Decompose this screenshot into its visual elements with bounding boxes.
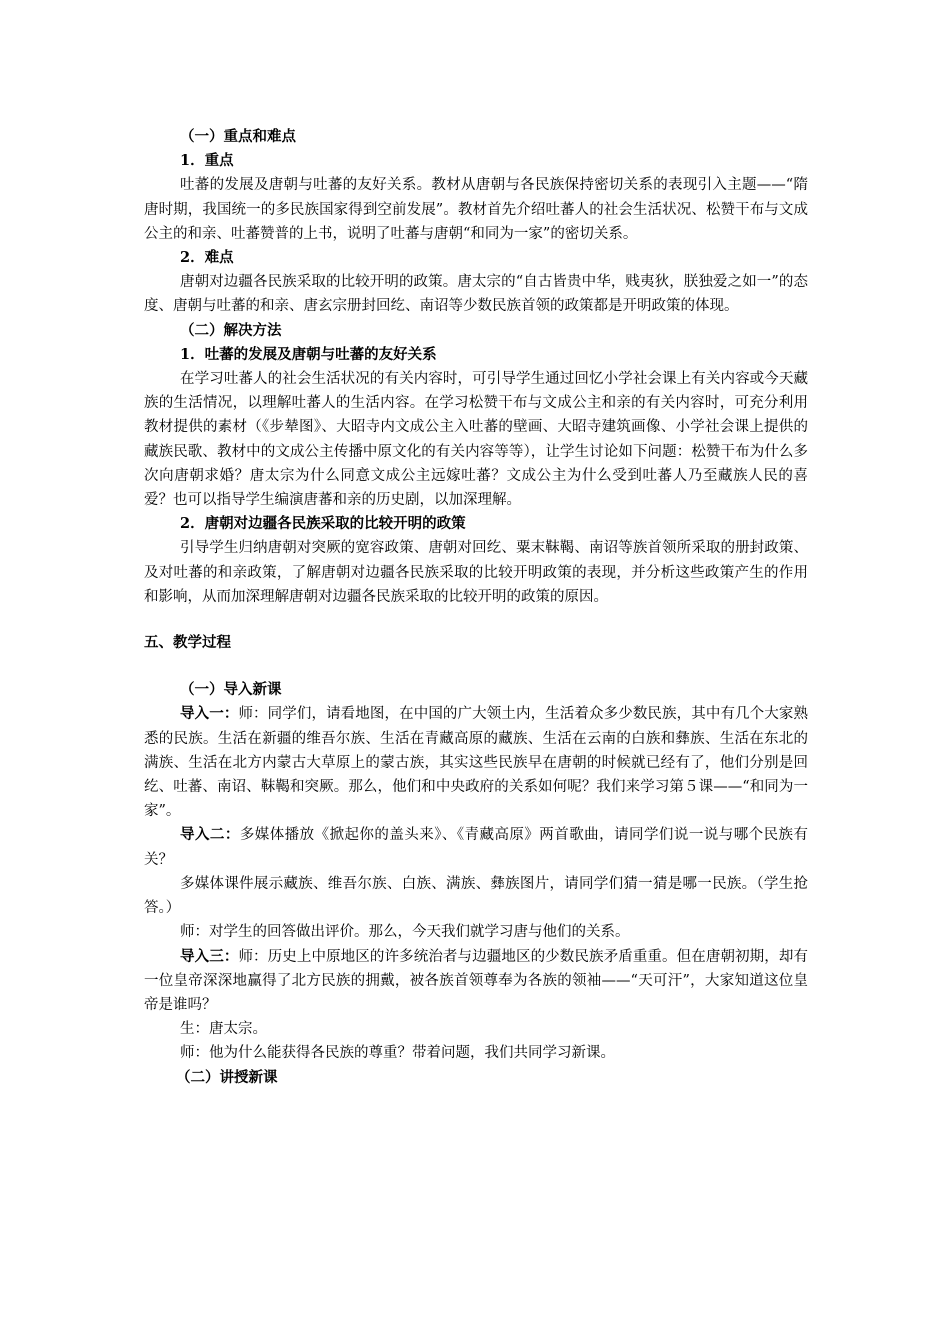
heading-key-point: 1．重点	[180, 152, 234, 170]
paragraph-intro-2-extra: 多媒体课件展示藏族、维吾尔族、白族、满族、彝族图片，请同学们猜一猜是哪一民族。（学生抢答。）	[144, 875, 808, 917]
intro-1-label: 导入一：	[180, 705, 239, 723]
intro-2-text: 多媒体播放《掀起你的盖头来》、《青藏高原》两首歌曲，请同学们说一说与哪个民族有关？	[144, 827, 808, 868]
paragraph-solution-2: 引导学生归纳唐朝对突厥的宽容政策、唐朝对回纥、粟末靺鞨、南诏等族首领所采取的册封政策、及对吐蕃的和亲政策，了解唐朝对边疆各民族采取的比较开明政策的表现，并分析这些政策产生的作用和影响，从而加深理解唐朝对边疆各民族采取的比较开明的政策的原因。	[144, 540, 808, 605]
heading-solution-1: 1．吐蕃的发展及唐朝与吐蕃的友好关系	[180, 345, 437, 363]
paragraph-intro-1	[144, 702, 808, 823]
section-heading-teaching-process: 五、教学过程	[144, 634, 231, 652]
subheading-key-points: （一）重点和难点	[180, 128, 296, 145]
paragraph-intro-3	[144, 945, 808, 1018]
paragraph-key-point: 吐蕃的发展及唐朝与吐蕃的友好关系。教材从唐朝与各民族保持密切关系的表现引入主题——“隋唐时期，我国统一的多民族国家得到空前发展”。教材首先介绍吐蕃人的社会生活状况、松赞干布与文成公主的和亲、吐蕃赞普的上书，说明了吐蕃与唐朝“和同为一家”的密切关系。	[144, 177, 808, 242]
intro-3-text: 师：历史上中原地区的许多统治者与边疆地区的少数民族矛盾重重。但在唐朝初期，却有一位皇帝深深地赢得了北方民族的拥戴，被各族首领尊奉为各族的领袖——“天可汗”，大家知道这位皇帝是谁吗？	[144, 948, 809, 1013]
intro-3-label: 导入三：	[180, 947, 239, 965]
intro-1-text: 师：同学们，请看地图，在中国的广大领土内，生活着众多少数民族，其中有几个大家熟悉的民族。生活在新疆的维吾尔族、生活在青藏高原的藏族、生活在云南的白族和彝族、生活在东北的满族、生活在北方内蒙古大草原上的蒙古族，其实这些民族早在唐朝的时候就已经有了，他们分别是回纥、吐蕃、南诏、靺鞨和突厥。那么，他们和中央政府的关系如何呢？我们来学习第５课——“和同为一家”。	[144, 706, 809, 820]
heading-solution-2: 2．唐朝对边疆各民族采取的比较开明的政策	[180, 515, 466, 533]
paragraph-solution-1: 在学习吐蕃人的社会生活状况的有关内容时，可引导学生通过回忆小学社会课上有关内容或今天藏族的生活情况，以理解吐蕃人的生活内容。在学习松赞干布与文成公主和亲的有关内容时，可充分利用教材提供的素材（《步辇图》、大昭寺内文成公主入吐蕃的壁画、大昭寺建筑画像、小学社会课上提供的藏族民歌、教材中的文成公主传播中原文化的有关内容等等），让学生讨论如下问题：松赞干布为什么多次向唐朝求婚？唐太宗为什么同意文成公主远嫁吐蕃？文成公主为什么受到吐蕃人乃至藏族人民的喜爱？也可以指导学生编演唐蕃和亲的历史剧，以加深理解。	[144, 371, 808, 509]
paragraph-intro-2-teacher: 师：对学生的回答做出评价。那么，今天我们就学习唐与他们的关系。	[180, 924, 630, 941]
paragraph-difficult-point: 唐朝对边疆各民族采取的比较开明的政策。唐太宗的“自古皆贵中华，贱夷狄，朕独爱之如一”的态度、唐朝与吐蕃的和亲、唐玄宗册封回纥、南诏等少数民族首领的政策都是开明政策的体现。	[144, 274, 808, 315]
paragraph-student-answer: 生：唐太宗。	[180, 1021, 267, 1038]
paragraph-intro-2	[144, 823, 808, 871]
heading-difficult-point: 2．难点	[180, 249, 234, 267]
document-body	[144, 123, 808, 1090]
paragraph-teacher-close: 师：他为什么能获得各民族的尊重？带着问题，我们共同学习新课。	[180, 1045, 615, 1062]
subheading-solutions: （二）解决方法	[180, 321, 282, 339]
subheading-introduction: （一）导入新课	[180, 681, 282, 699]
intro-2-label: 导入二：	[180, 826, 240, 844]
subheading-new-lesson: （二）讲授新课	[176, 1068, 278, 1086]
